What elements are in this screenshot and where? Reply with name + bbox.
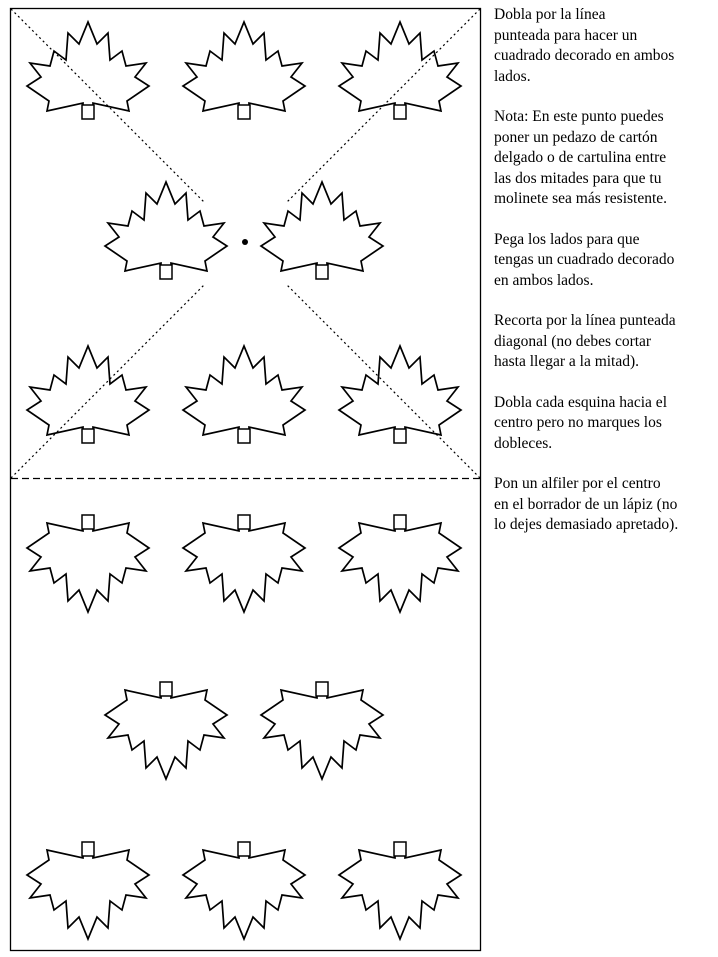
leaf-bottom-5 xyxy=(261,682,383,779)
leaf-top-8 xyxy=(339,346,461,443)
instruction-step-5: Pon un alfiler por el centro en el borrador de un lápiz (no lo dejes demasiado apretado). xyxy=(494,475,679,533)
leaf-bottom-1 xyxy=(27,515,149,612)
instruction-step-2: Pega los lados para que tengas un cuadrado decorado en ambos lados. xyxy=(494,230,675,289)
sheet-border xyxy=(11,9,481,951)
leaf-bottom-8 xyxy=(339,842,461,939)
instruction-note: Nota: En este punto puedes poner un pedazo de cartón delgado o de cartulina entre las dos mitades para que tu molinete sea más resistente. xyxy=(494,108,668,207)
leaf-top-7 xyxy=(183,346,305,443)
leaf-bottom-3 xyxy=(339,515,461,612)
instruction-step-4: Dobla cada esquina hacia el centro pero no marques los dobleces. xyxy=(494,393,667,452)
instruction-step-1: Dobla por la línea punteada para hacer un cuadrado decorado en ambos lados. xyxy=(494,6,675,85)
instructions-panel xyxy=(494,5,718,556)
leaf-top-1 xyxy=(27,22,149,119)
leaf-bottom-2 xyxy=(183,515,305,612)
leaf-top-5 xyxy=(261,182,383,279)
leaf-top-3 xyxy=(339,22,461,119)
center-dot xyxy=(242,239,248,245)
leaf-top-6 xyxy=(27,346,149,443)
leaf-bottom-4 xyxy=(105,682,227,779)
leaf-bottom-7 xyxy=(183,842,305,939)
leaf-top-2 xyxy=(183,22,305,119)
instruction-step-3: Recorta por la línea punteada diagonal (no debes cortar hasta llegar a la mitad). xyxy=(494,312,676,370)
leaf-bottom-6 xyxy=(27,842,149,939)
leaf-top-4 xyxy=(105,182,227,279)
